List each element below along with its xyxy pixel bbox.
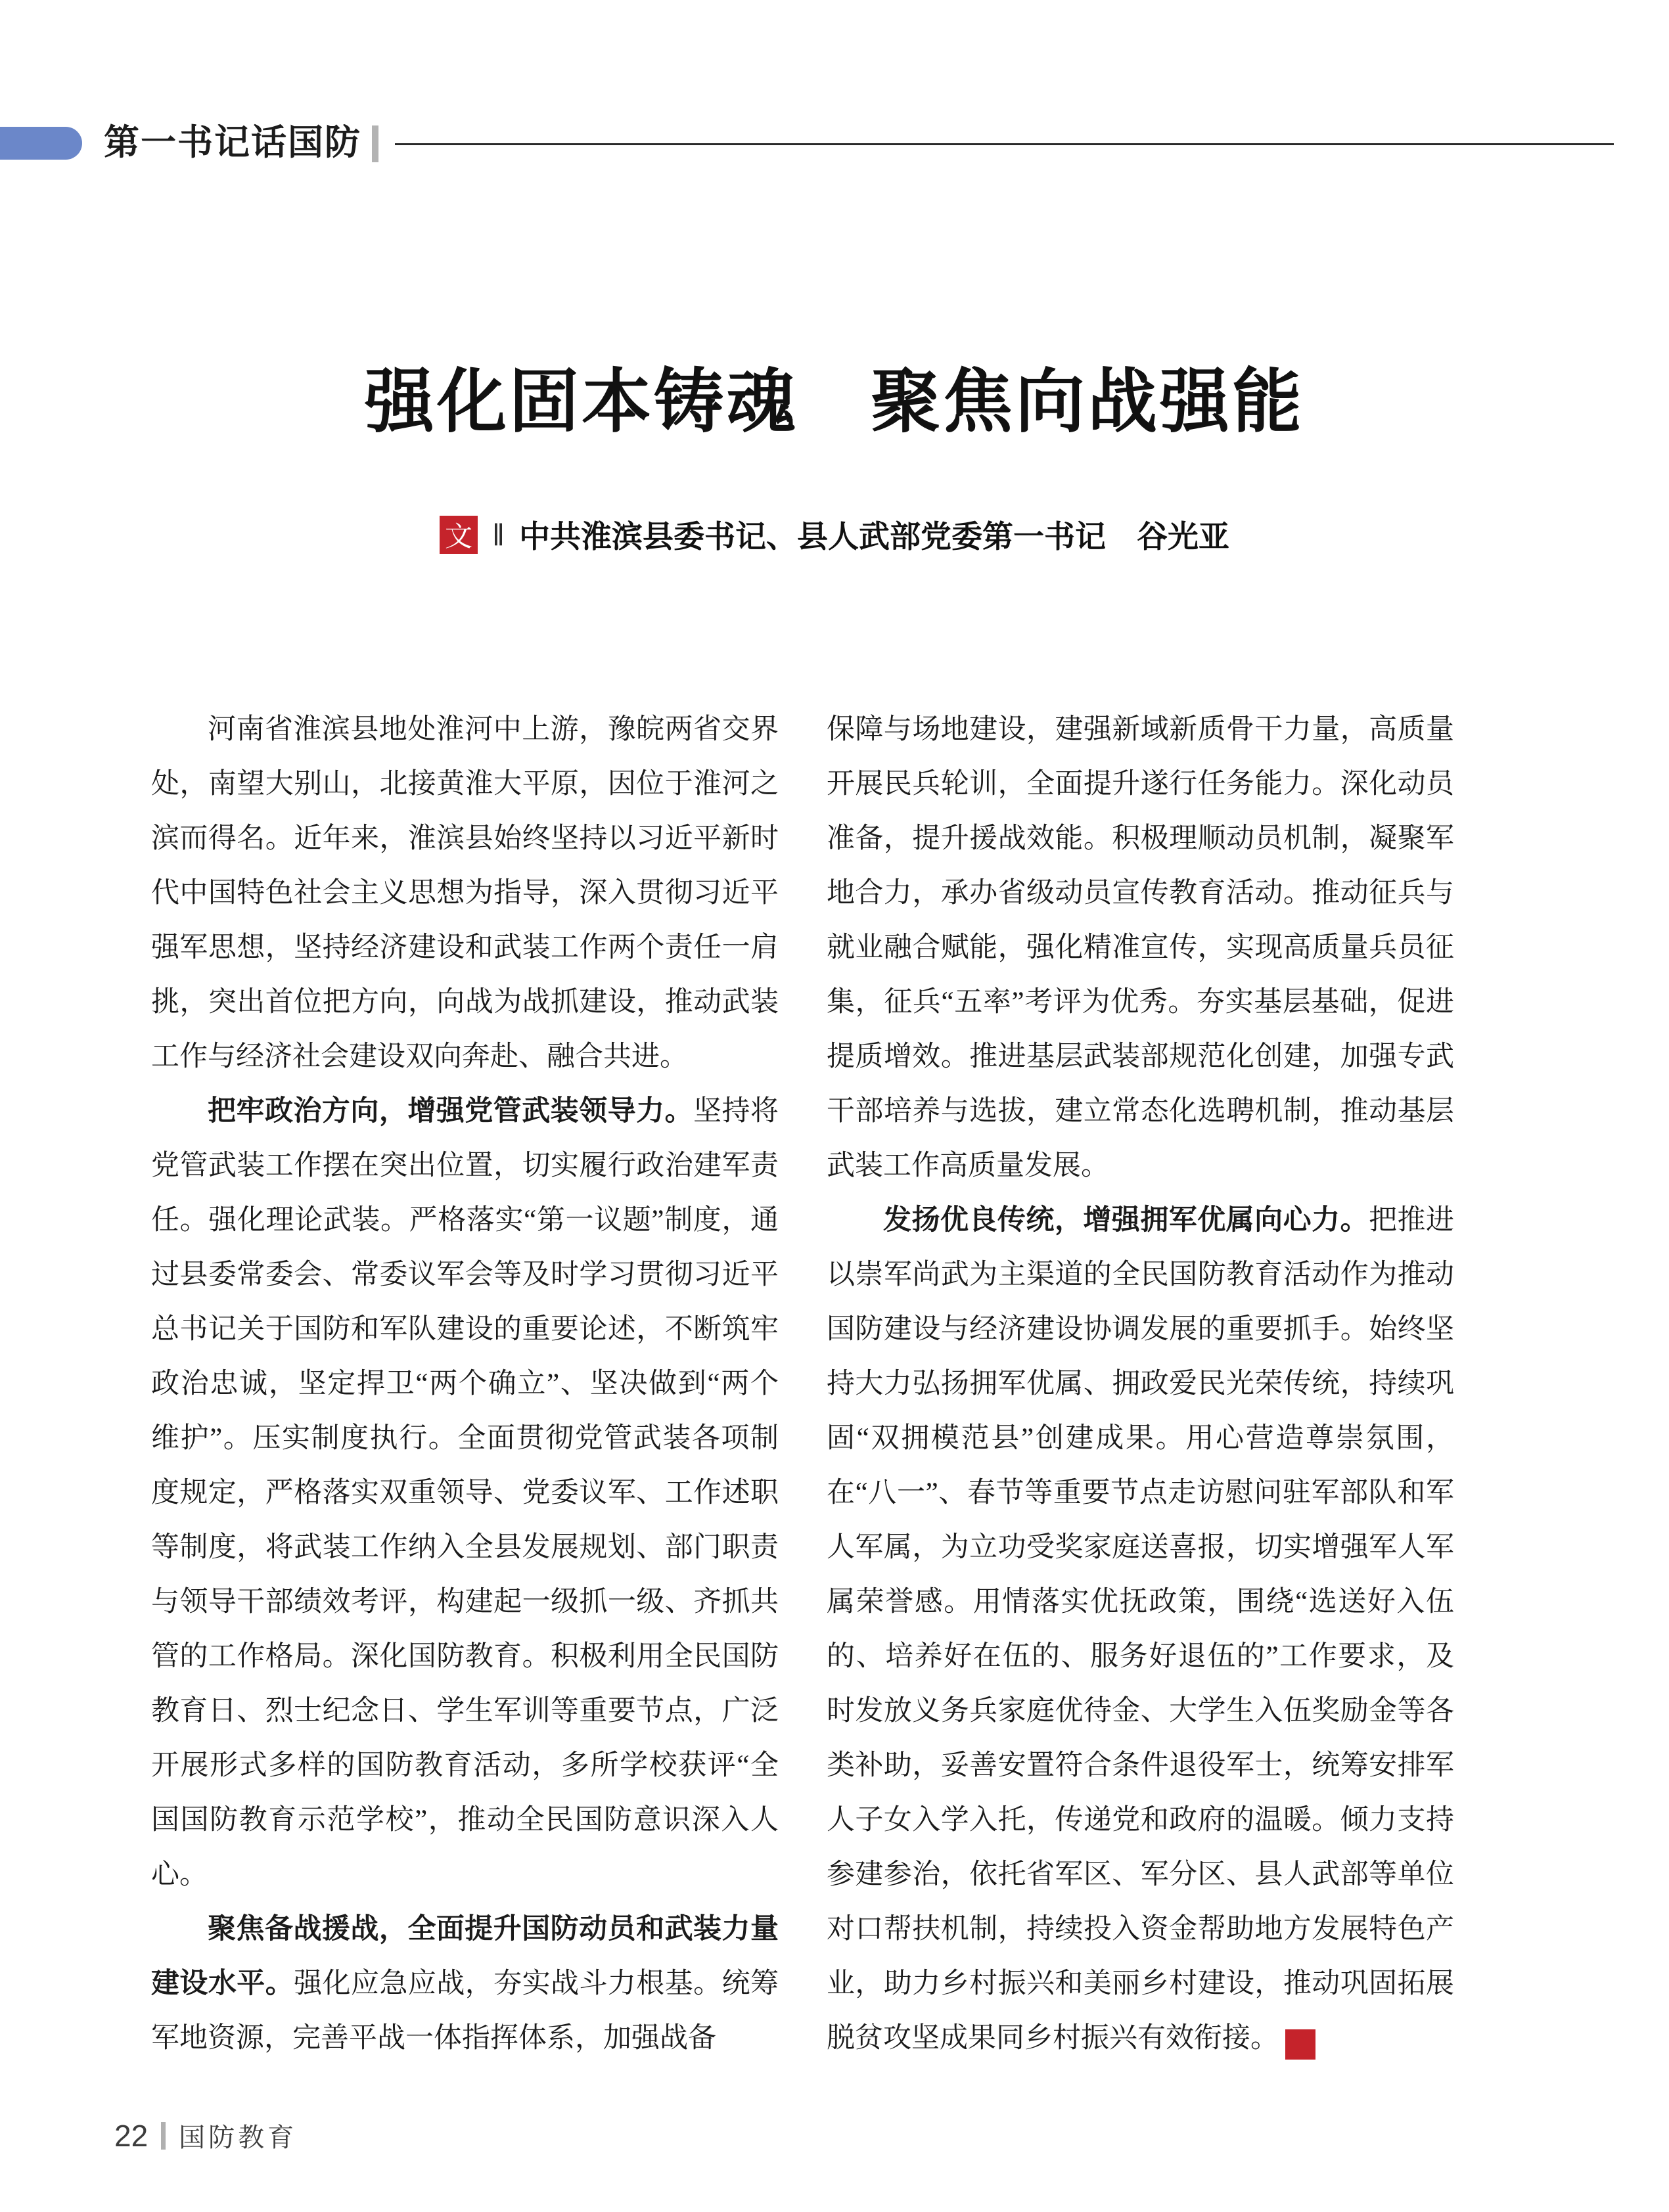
header-accent-pill [0, 127, 82, 160]
byline-author-mark: 文 [440, 516, 478, 554]
paragraph-text: 保障与场地建设，建强新域新质骨干力量，高质量开展民兵轮训，全面提升遂行任务能力。深化动员准备，提升援战效能。积极理顺动员机制，凝聚军地合力，承办省级动员宣传教育活动。推动征兵与就业融合赋能，强化精准宣传，实现高质量兵员征集，征兵“五率”考评为优秀。夯实基层基础，促进提质增效。推进基层武装部规范化创建，加强专武干部培养与选拔，建立常态化选聘机制，推动基层武装工作高质量发展。 [827, 714, 1454, 1181]
right-column [827, 702, 1454, 2065]
section-tag: 第一书记话国防 [104, 123, 361, 162]
paragraph-lead: 聚焦备战援战，全面提升国防动员和武装力量建设水平。 [151, 1913, 779, 1999]
page-footer [114, 2117, 297, 2154]
footer-tick-bar [161, 2122, 166, 2150]
paragraph-text: 坚持将党管武装工作摆在突出位置，切实履行政治建军责任。强化理论武装。严格落实“第一议题”制度，通过县委常委会、常委议军会等及时学习贯彻习近平总书记关于国防和军队建设的重要论述，不断筑牢政治忠诚，坚定捍卫“两个确立”、坚决做到“两个维护”。压实制度执行。全面贯彻党管武装各项制度规定，严格落实双重领导、党委议军、工作述职等制度，将武装工作纳入全县发展规划、部门职责与领导干部绩效考评，构建起一级抓一级、齐抓共管的工作格局。深化国防教育。积极利用全民国防教育日、烈士纪念日、学生军训等重要节点，广泛开展形式多样的国防教育活动，多所学校获评“全国国防教育示范学校”，推动全民国防意识深入人心。 [151, 1096, 779, 1890]
byline [0, 512, 1669, 556]
byline-separator-icon: ‖ [492, 517, 505, 552]
page-number: 22 [114, 2118, 149, 2153]
article-end-mark: G [1285, 2029, 1315, 2060]
paragraph-text: 河南省淮滨县地处淮河中上游，豫皖两省交界处，南望大别山，北接黄淮大平原，因位于淮河之滨而得名。近年来，淮滨县始终坚持以习近平新时代中国特色社会主义思想为指导，深入贯彻习近平强军思想，坚持经济建设和武装工作两个责任一肩挑，突出首位把方向，向战为战抓建设，推动武装工作与经济社会建设双向奔赴、融合共进。 [151, 714, 779, 1072]
left-column [151, 702, 779, 2065]
paragraph-text: 强化应急应战，夯实战斗力根基。统筹军地资源，完善平战一体指挥体系，加强战备 [151, 1968, 779, 2054]
header-rule-line [395, 143, 1614, 145]
paragraph-3 [151, 1902, 779, 2065]
page-title: 强化固本铸魂 聚焦向战强能 [365, 363, 1304, 441]
paragraph-4 [827, 1193, 1454, 2065]
paragraph-lead: 把牢政治方向，增强党管武装领导力。 [208, 1095, 694, 1127]
byline-credit: 中共淮滨县委书记、县人武部党委第一书记 谷光亚 [519, 519, 1229, 554]
header-tick-bar [372, 125, 378, 162]
paragraph-text: 把推进以崇军尚武为主渠道的全民国防教育活动作为推动国防建设与经济建设协调发展的重要抓手。始终坚持大力弘扬拥军优属、拥政爱民光荣传统，持续巩固“双拥模范县”创建成果。用心营造尊崇氛围，在“八一”、春节等重要节点走访慰问驻军部队和军人军属，为立功受奖家庭送喜报，切实增强军人军属荣誉感。用情落实优抚政策，围绕“选送好入伍的、培养好在伍的、服务好退伍的”工作要求，及时发放义务兵家庭优待金、大学生入伍奖励金等各类补助，妥善安置符合条件退役军士，统筹安排军人子女入学入托，传递党和政府的温暖。倾力支持参建参治，依托省军区、军分区、县人武部等单位对口帮扶机制，持续投入资金帮助地方发展特色产业，助力乡村振兴和美丽乡村建设，推动巩固拓展脱贫攻坚成果同乡村振兴有效衔接。 [827, 1205, 1455, 2054]
article-body [151, 702, 1454, 2065]
paragraph-2 [151, 1084, 779, 1902]
paragraph-1 [151, 702, 779, 1084]
paragraph-3-continued [827, 702, 1454, 1193]
paragraph-lead: 发扬优良传统，增强拥军优属向心力。 [883, 1204, 1369, 1236]
footer-section-name: 国防教育 [179, 2123, 298, 2152]
